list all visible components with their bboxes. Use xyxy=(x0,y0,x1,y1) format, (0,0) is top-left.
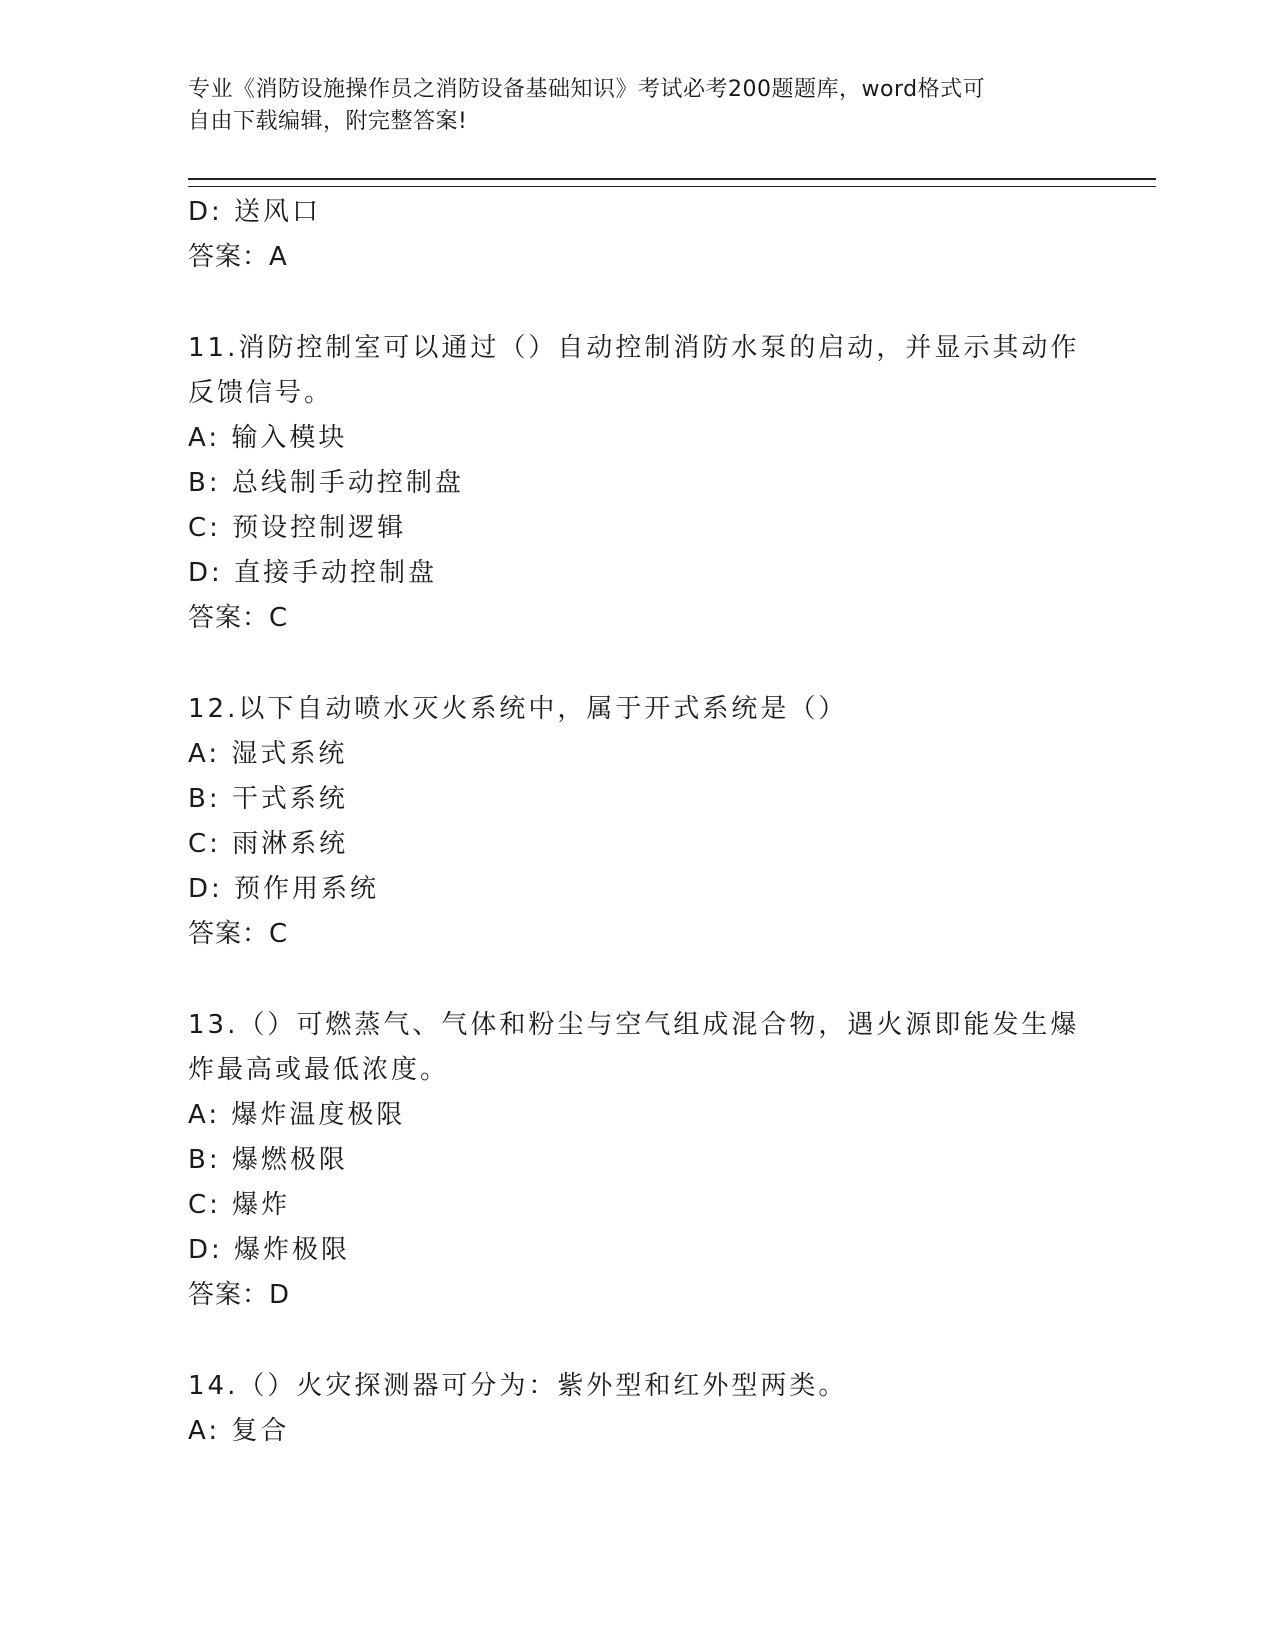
header-line-1: 专业《消防设施操作员之消防设备基础知识》考试必考200题题库，word格式可 xyxy=(188,77,986,102)
spacer xyxy=(188,280,1088,326)
option-a: A: 湿式系统 xyxy=(188,739,348,769)
question-13 xyxy=(188,1003,1088,1318)
option-b: B: 干式系统 xyxy=(188,784,348,814)
option-a: A: 爆炸温度极限 xyxy=(188,1100,406,1130)
spacer xyxy=(188,957,1088,1003)
question-stem: 14.（）火灾探测器可分为：紫外型和红外型两类。 xyxy=(188,1371,848,1401)
option-b: B: 总线制手动控制盘 xyxy=(188,468,464,498)
question-11 xyxy=(188,326,1088,641)
answer: 答案：D xyxy=(188,1280,291,1310)
option-b: B: 爆燃极限 xyxy=(188,1145,348,1175)
header-line-2: 自由下载编辑，附完整答案! xyxy=(188,109,468,134)
spacer xyxy=(188,1318,1088,1364)
question-14 xyxy=(188,1364,1088,1454)
option-d: D: 送风口 xyxy=(188,197,322,227)
option-a: A: 复合 xyxy=(188,1416,290,1446)
answer: 答案：C xyxy=(188,603,289,633)
option-c: C: 爆炸 xyxy=(188,1190,291,1220)
option-d: D: 爆炸极限 xyxy=(188,1235,351,1265)
option-c: C: 雨淋系统 xyxy=(188,829,349,859)
question-stem: 13.（）可燃蒸气、气体和粉尘与空气组成混合物，遇火源即能发生爆 xyxy=(188,1010,1080,1040)
option-d: D: 预作用系统 xyxy=(188,874,380,904)
option-c: C: 预设控制逻辑 xyxy=(188,513,407,543)
page-header xyxy=(188,74,1088,138)
spacer xyxy=(188,641,1088,687)
question-12 xyxy=(188,687,1088,957)
question-stem: 11.消防控制室可以通过（）自动控制消防水泵的启动，并显示其动作 xyxy=(188,333,1080,363)
previous-question-tail xyxy=(188,190,1088,280)
header-divider xyxy=(188,178,1156,187)
answer: 答案：A xyxy=(188,242,288,272)
question-stem-continued: 反馈信号。 xyxy=(188,378,334,408)
question-stem-continued: 炸最高或最低浓度。 xyxy=(188,1055,450,1085)
question-stem: 12.以下自动喷水灭火系统中，属于开式系统是（） xyxy=(188,694,848,724)
answer: 答案：C xyxy=(188,919,289,949)
option-a: A: 输入模块 xyxy=(188,423,348,453)
question-content xyxy=(188,190,1088,1454)
option-d: D: 直接手动控制盘 xyxy=(188,558,438,588)
